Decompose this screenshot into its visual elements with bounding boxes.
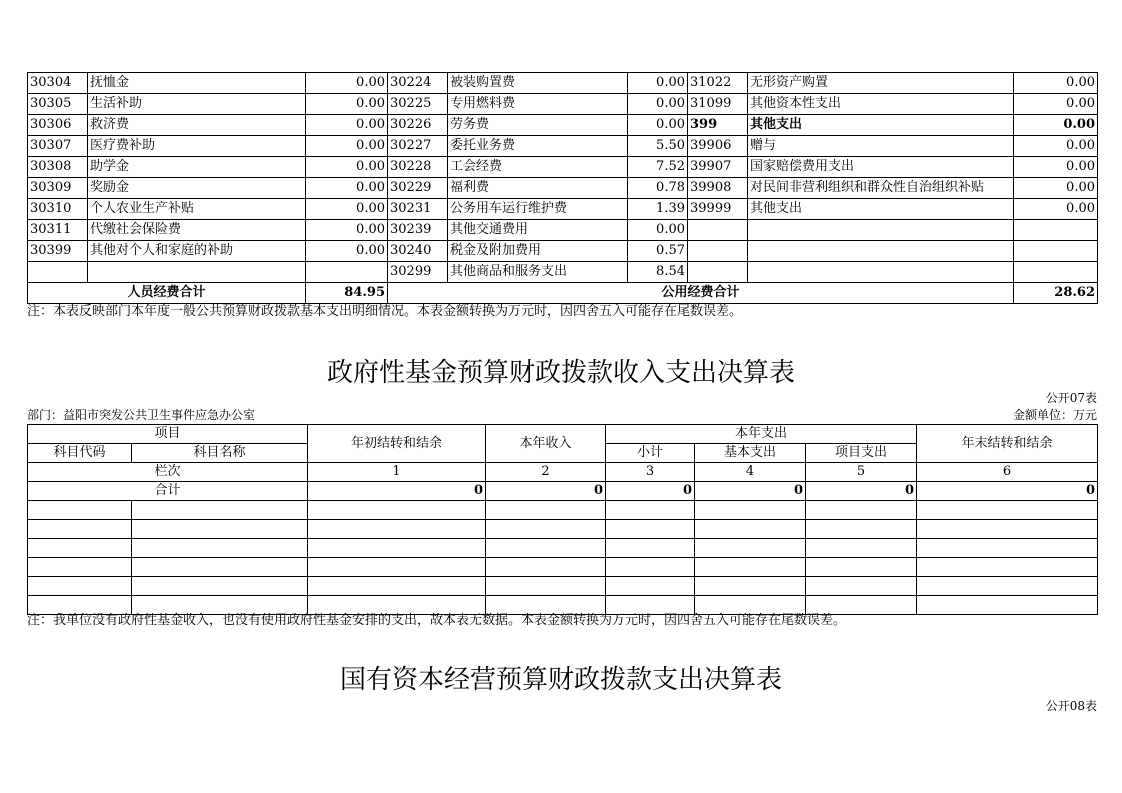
header-code: 科目代码 <box>28 444 132 463</box>
empty-row <box>28 520 1098 539</box>
table2-note: 注：我单位没有政府性基金收入，也没有使用政府性基金安排的支出，故本表无数据。本表金额转换为万元时，因四舍五入可能存在尾数误差。 <box>27 613 847 628</box>
code-cell: 31099 <box>688 94 748 115</box>
amount-cell: 0.00 <box>306 136 388 157</box>
empty-cell <box>806 539 917 558</box>
amount-cell: 0.00 <box>306 199 388 220</box>
empty-cell <box>695 577 806 596</box>
empty-cell <box>917 577 1098 596</box>
table-row <box>28 220 1098 241</box>
amount-cell: 0.00 <box>628 115 688 136</box>
empty-cell <box>28 558 132 577</box>
code-cell <box>688 262 748 283</box>
amount-cell: 0.00 <box>1014 94 1098 115</box>
code-cell: 30225 <box>388 94 448 115</box>
empty-row <box>28 558 1098 577</box>
total-value: 0 <box>606 482 695 501</box>
empty-cell <box>486 539 606 558</box>
table2-title: 政府性基金预算财政拨款收入支出决算表 <box>326 358 795 388</box>
total-value: 0 <box>695 482 806 501</box>
name-cell: 国家赔偿费用支出 <box>748 157 1014 178</box>
amount-cell: 0.00 <box>306 178 388 199</box>
table2-form-no: 公开07表 <box>1045 391 1097 405</box>
empty-cell <box>308 520 486 539</box>
empty-row <box>28 577 1098 596</box>
name-cell <box>748 220 1014 241</box>
amount-cell <box>1014 262 1098 283</box>
empty-cell <box>132 501 308 520</box>
name-cell: 个人农业生产补贴 <box>88 199 306 220</box>
code-cell: 39999 <box>688 199 748 220</box>
code-cell: 30299 <box>388 262 448 283</box>
empty-cell <box>695 501 806 520</box>
name-cell: 其他商品和服务支出 <box>448 262 628 283</box>
column-number: 6 <box>917 463 1098 482</box>
name-cell: 其他支出 <box>748 115 1014 136</box>
code-cell: 30309 <box>28 178 88 199</box>
name-cell: 公务用车运行维护费 <box>448 199 628 220</box>
empty-cell <box>308 558 486 577</box>
personnel-total-label: 人员经费合计 <box>28 283 306 304</box>
column-number: 5 <box>806 463 917 482</box>
empty-cell <box>917 596 1098 615</box>
code-cell: 30304 <box>28 73 88 94</box>
empty-cell <box>132 539 308 558</box>
name-cell <box>748 241 1014 262</box>
table-row <box>28 136 1098 157</box>
table-row <box>28 262 1098 283</box>
amount-cell <box>1014 220 1098 241</box>
amount-cell: 0.00 <box>628 220 688 241</box>
name-cell: 无形资产购置 <box>748 73 1014 94</box>
empty-cell <box>606 539 695 558</box>
code-cell: 30239 <box>388 220 448 241</box>
empty-cell <box>917 539 1098 558</box>
total-label: 合计 <box>28 482 308 501</box>
amount-cell: 1.39 <box>628 199 688 220</box>
code-cell: 30310 <box>28 199 88 220</box>
empty-cell <box>695 558 806 577</box>
empty-cell <box>28 577 132 596</box>
name-cell: 工会经费 <box>448 157 628 178</box>
total-value: 0 <box>806 482 917 501</box>
code-cell: 30240 <box>388 241 448 262</box>
personnel-total-value: 84.95 <box>306 283 388 304</box>
name-cell: 其他对个人和家庭的补助 <box>88 241 306 262</box>
code-cell <box>688 241 748 262</box>
empty-cell <box>132 520 308 539</box>
public-total-label: 公用经费合计 <box>388 283 1014 304</box>
amount-cell: 8.54 <box>628 262 688 283</box>
code-cell: 30307 <box>28 136 88 157</box>
header-row-1 <box>28 425 1098 444</box>
name-cell: 福利费 <box>448 178 628 199</box>
table-row <box>28 241 1098 262</box>
empty-cell <box>308 577 486 596</box>
amount-cell: 0.00 <box>306 241 388 262</box>
empty-cell <box>486 501 606 520</box>
amount-cell: 0.00 <box>628 73 688 94</box>
amount-cell: 0.00 <box>306 220 388 241</box>
table-row <box>28 178 1098 199</box>
column-number-label: 栏次 <box>28 463 308 482</box>
amount-cell <box>306 262 388 283</box>
table1-note: 注：本表反映部门本年度一般公共预算财政拨款基本支出明细情况。本表金额转换为万元时，因四舍五入可能存在尾数误差。 <box>27 304 743 319</box>
empty-cell <box>28 501 132 520</box>
name-cell: 代缴社会保险费 <box>88 220 306 241</box>
table3-form-no: 公开08表 <box>1045 699 1097 713</box>
code-cell: 30399 <box>28 241 88 262</box>
header-name: 科目名称 <box>132 444 308 463</box>
code-cell: 30228 <box>388 157 448 178</box>
empty-cell <box>486 577 606 596</box>
code-cell: 30308 <box>28 157 88 178</box>
empty-cell <box>486 558 606 577</box>
table-row <box>28 115 1098 136</box>
empty-cell <box>308 501 486 520</box>
name-cell: 助学金 <box>88 157 306 178</box>
name-cell: 专用燃料费 <box>448 94 628 115</box>
code-cell: 30231 <box>388 199 448 220</box>
amount-cell: 0.00 <box>628 94 688 115</box>
basic-expenditure-table <box>27 72 1098 304</box>
unit-label: 金额单位：万元 <box>1012 408 1097 422</box>
amount-cell: 0.00 <box>1014 178 1098 199</box>
name-cell: 劳务费 <box>448 115 628 136</box>
code-cell: 30305 <box>28 94 88 115</box>
name-cell: 其他交通费用 <box>448 220 628 241</box>
table-row <box>28 73 1098 94</box>
total-value: 0 <box>308 482 486 501</box>
empty-cell <box>308 596 486 615</box>
amount-cell: 0.00 <box>306 157 388 178</box>
empty-cell <box>606 596 695 615</box>
empty-row <box>28 539 1098 558</box>
name-cell: 医疗费补助 <box>88 136 306 157</box>
code-cell: 39907 <box>688 157 748 178</box>
empty-cell <box>28 596 132 615</box>
empty-cell <box>806 596 917 615</box>
name-cell: 被装购置费 <box>448 73 628 94</box>
table-row <box>28 157 1098 178</box>
amount-cell: 0.00 <box>306 94 388 115</box>
amount-cell: 0.00 <box>1014 157 1098 178</box>
empty-cell <box>308 539 486 558</box>
total-value: 0 <box>917 482 1098 501</box>
empty-cell <box>695 596 806 615</box>
table3-title: 国有资本经营预算财政拨款支出决算表 <box>339 665 782 695</box>
amount-cell: 0.00 <box>1014 73 1098 94</box>
header-subtotal: 小计 <box>606 444 695 463</box>
public-total-value: 28.62 <box>1014 283 1098 304</box>
amount-cell: 0.00 <box>1014 115 1098 136</box>
column-number: 2 <box>486 463 606 482</box>
amount-cell <box>1014 241 1098 262</box>
total-row <box>28 482 1098 501</box>
amount-cell: 0.00 <box>306 115 388 136</box>
table-row <box>28 199 1098 220</box>
empty-cell <box>695 539 806 558</box>
column-number: 4 <box>695 463 806 482</box>
empty-cell <box>806 501 917 520</box>
empty-cell <box>695 520 806 539</box>
name-cell: 其他资本性支出 <box>748 94 1014 115</box>
name-cell <box>88 262 306 283</box>
code-cell: 39908 <box>688 178 748 199</box>
empty-cell <box>917 501 1098 520</box>
name-cell: 生活补助 <box>88 94 306 115</box>
total-row <box>28 283 1098 304</box>
header-item: 项目 <box>28 425 308 444</box>
header-income: 本年收入 <box>486 425 606 463</box>
amount-cell: 0.57 <box>628 241 688 262</box>
code-cell: 399 <box>688 115 748 136</box>
code-cell: 31022 <box>688 73 748 94</box>
empty-row <box>28 501 1098 520</box>
name-cell <box>748 262 1014 283</box>
empty-cell <box>486 596 606 615</box>
gov-fund-table <box>27 424 1098 615</box>
code-cell: 39906 <box>688 136 748 157</box>
name-cell: 对民间非营利组织和群众性自治组织补贴 <box>748 178 1014 199</box>
amount-cell: 5.50 <box>628 136 688 157</box>
empty-cell <box>28 520 132 539</box>
header-end-balance: 年末结转和结余 <box>917 425 1098 463</box>
empty-cell <box>28 539 132 558</box>
name-cell: 救济费 <box>88 115 306 136</box>
empty-cell <box>606 577 695 596</box>
amount-cell: 0.00 <box>1014 199 1098 220</box>
name-cell: 委托业务费 <box>448 136 628 157</box>
code-cell: 30224 <box>388 73 448 94</box>
column-number-row <box>28 463 1098 482</box>
amount-cell: 0.78 <box>628 178 688 199</box>
header-basic: 基本支出 <box>695 444 806 463</box>
empty-cell <box>806 558 917 577</box>
empty-row <box>28 596 1098 615</box>
empty-cell <box>132 596 308 615</box>
code-cell <box>688 220 748 241</box>
column-number: 1 <box>308 463 486 482</box>
code-cell: 30226 <box>388 115 448 136</box>
code-cell <box>28 262 88 283</box>
name-cell: 抚恤金 <box>88 73 306 94</box>
amount-cell: 0.00 <box>1014 136 1098 157</box>
empty-cell <box>806 520 917 539</box>
code-cell: 30311 <box>28 220 88 241</box>
code-cell: 30229 <box>388 178 448 199</box>
empty-cell <box>606 520 695 539</box>
header-begin-balance: 年初结转和结余 <box>308 425 486 463</box>
amount-cell: 7.52 <box>628 157 688 178</box>
empty-cell <box>606 558 695 577</box>
code-cell: 30227 <box>388 136 448 157</box>
code-cell: 30306 <box>28 115 88 136</box>
empty-cell <box>132 577 308 596</box>
name-cell: 其他支出 <box>748 199 1014 220</box>
name-cell: 税金及附加费用 <box>448 241 628 262</box>
empty-cell <box>806 577 917 596</box>
empty-cell <box>917 520 1098 539</box>
column-number: 3 <box>606 463 695 482</box>
empty-cell <box>486 520 606 539</box>
name-cell: 奖励金 <box>88 178 306 199</box>
header-expense: 本年支出 <box>606 425 917 444</box>
table-row <box>28 94 1098 115</box>
empty-cell <box>917 558 1098 577</box>
empty-cell <box>606 501 695 520</box>
amount-cell: 0.00 <box>306 73 388 94</box>
department-label: 部门：益阳市突发公共卫生事件应急办公室 <box>27 408 256 422</box>
empty-cell <box>132 558 308 577</box>
total-value: 0 <box>486 482 606 501</box>
header-project: 项目支出 <box>806 444 917 463</box>
name-cell: 赠与 <box>748 136 1014 157</box>
